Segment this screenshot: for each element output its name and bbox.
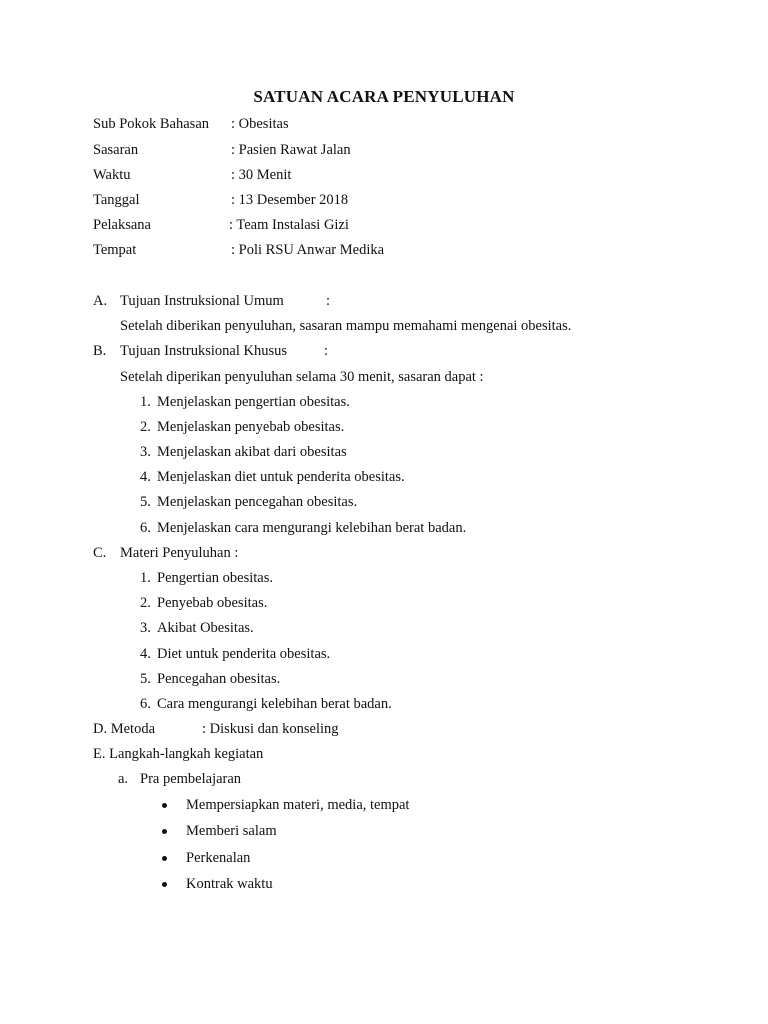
list-item: Menjelaskan cara mengurangi kelebihan berat badan.	[157, 520, 467, 536]
list-item: Diet untuk penderita obesitas.	[157, 646, 331, 662]
list-item-number: 1.	[140, 394, 151, 410]
list-item: Cara mengurangi kelebihan berat badan.	[157, 696, 392, 712]
section-e-sub-marker: a.	[118, 771, 129, 787]
info-value: : Poli RSU Anwar Medika	[231, 242, 385, 258]
bullet-item: Mempersiapkan materi, media, tempat	[186, 797, 410, 813]
info-value: : 30 Menit	[231, 167, 292, 183]
section-e-sub-heading: Pra pembelajaran	[140, 771, 242, 787]
list-item-number: 3.	[140, 620, 151, 636]
list-item: Penyebab obesitas.	[157, 595, 268, 611]
bullet-item: Memberi salam	[186, 823, 277, 839]
section-a-text: Setelah diberikan penyuluhan, sasaran mampu memahami mengenai obesitas.	[120, 318, 572, 334]
list-item-number: 4.	[140, 469, 151, 485]
section-b-heading: Tujuan Instruksional Khusus	[120, 343, 288, 359]
section-e-heading: E. Langkah-langkah kegiatan	[93, 746, 264, 762]
list-item: Pencegahan obesitas.	[157, 671, 281, 687]
list-item: Menjelaskan penyebab obesitas.	[157, 419, 345, 435]
section-d-value: : Diskusi dan konseling	[202, 721, 339, 737]
info-value: : Obesitas	[231, 116, 289, 132]
info-label: Waktu	[93, 167, 131, 183]
list-item-number: 1.	[140, 570, 151, 586]
list-item-number: 4.	[140, 646, 151, 662]
info-value: : Team Instalasi Gizi	[229, 217, 349, 233]
list-item: Menjelaskan pencegahan obesitas.	[157, 494, 358, 510]
bullet-dot	[162, 856, 167, 861]
list-item-number: 6.	[140, 696, 151, 712]
section-a-marker: A.	[93, 293, 108, 309]
list-item: Pengertian obesitas.	[157, 570, 273, 586]
section-d-heading: D. Metoda	[93, 721, 156, 737]
bullet-dot	[162, 882, 167, 887]
section-b-marker: B.	[93, 343, 107, 359]
info-label: Sub Pokok Bahasan	[93, 116, 209, 132]
info-label: Tanggal	[93, 192, 140, 208]
info-label: Pelaksana	[93, 217, 151, 233]
document-title: SATUAN ACARA PENYULUHAN	[253, 87, 515, 106]
section-c-heading: Materi Penyuluhan :	[120, 545, 239, 561]
list-item: Menjelaskan diet untuk penderita obesitas.	[157, 469, 405, 485]
section-b-intro: Setelah diperikan penyuluhan selama 30 menit, sasaran dapat :	[120, 369, 484, 385]
section-b-colon: :	[324, 343, 329, 359]
bullet-item: Kontrak waktu	[186, 876, 273, 892]
info-label: Sasaran	[93, 142, 139, 158]
list-item-number: 2.	[140, 595, 151, 611]
info-label: Tempat	[93, 242, 137, 258]
bullet-dot	[162, 803, 167, 808]
info-value: : Pasien Rawat Jalan	[231, 142, 351, 158]
bullet-item: Perkenalan	[186, 850, 251, 866]
section-c-marker: C.	[93, 545, 107, 561]
info-value: : 13 Desember 2018	[231, 192, 349, 208]
list-item-number: 3.	[140, 444, 151, 460]
list-item-number: 6.	[140, 520, 151, 536]
section-a-heading: Tujuan Instruksional Umum	[120, 293, 284, 309]
bullet-dot	[162, 829, 167, 834]
list-item: Menjelaskan pengertian obesitas.	[157, 394, 350, 410]
list-item-number: 5.	[140, 671, 151, 687]
list-item: Menjelaskan akibat dari obesitas	[157, 444, 347, 460]
list-item-number: 2.	[140, 419, 151, 435]
list-item-number: 5.	[140, 494, 151, 510]
section-a-colon: :	[326, 293, 331, 309]
list-item: Akibat Obesitas.	[157, 620, 254, 636]
